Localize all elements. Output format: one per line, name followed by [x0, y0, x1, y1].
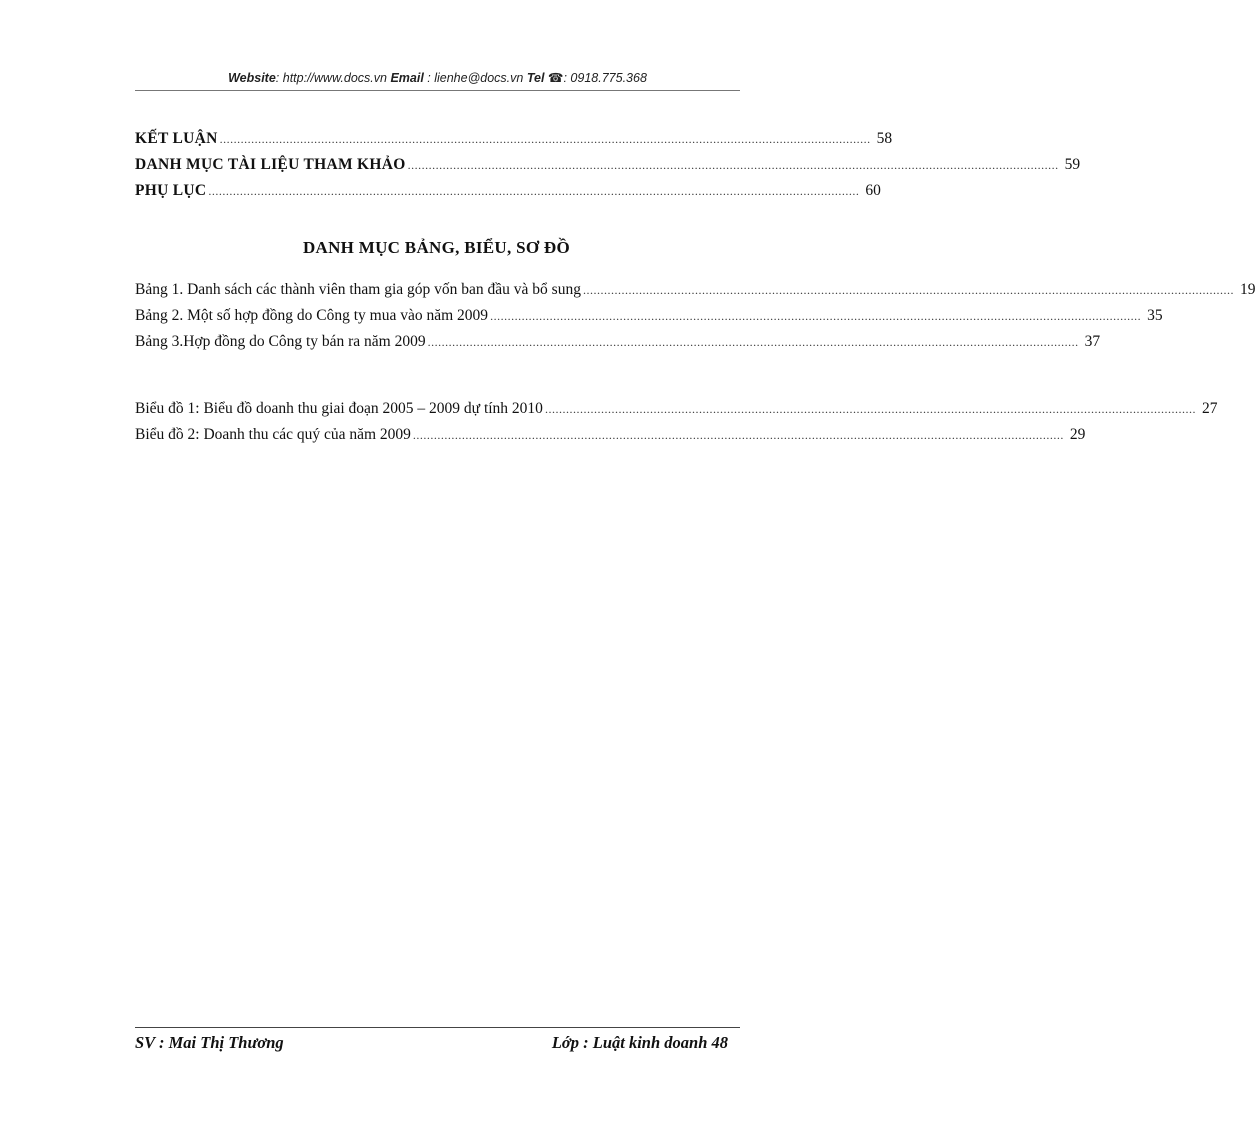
toc-item[interactable]	[135, 182, 881, 208]
dot-leader: ..........................................................................................................................................................................................	[219, 132, 871, 146]
page-footer	[135, 1027, 740, 1058]
footer-student: SV : Mai Thị Thương	[135, 1033, 284, 1052]
chart-entry[interactable]	[135, 426, 1086, 452]
table-entry[interactable]	[135, 333, 1101, 359]
table-entry-label: Bảng 3.Hợp đồng do Công ty bán ra năm 2009	[135, 333, 426, 350]
table-entry-page: 35	[1147, 307, 1163, 324]
table-entry-page: 19	[1239, 281, 1255, 298]
chart-entry[interactable]	[135, 400, 1218, 426]
dot-leader: ..........................................................................................................................................................................................	[544, 402, 1196, 416]
dot-leader: ..........................................................................................................................................................................................	[490, 309, 1142, 323]
chart-entry-label: Biểu đồ 1: Biểu đồ doanh thu giai đoạn 2005 – 2009 dự tính 2010	[135, 400, 543, 417]
charts-list	[135, 400, 1218, 452]
toc-item-label: PHỤ LỤC	[135, 182, 207, 199]
tel-label: Tel	[526, 71, 545, 85]
phone-icon: ☎	[544, 71, 564, 85]
toc-item[interactable]	[135, 130, 893, 156]
chart-entry-page: 29	[1069, 426, 1086, 443]
website-label: Website	[228, 71, 276, 85]
page-header	[135, 70, 740, 91]
chart-entry-label: Biểu đồ 2: Doanh thu các quý của năm 2009	[135, 426, 411, 443]
footer-class: Lớp : Luật kinh doanh 48	[551, 1033, 728, 1052]
table-entry[interactable]	[135, 281, 1255, 307]
chart-entry-page: 27	[1201, 400, 1218, 417]
table-entry-page: 37	[1084, 333, 1101, 350]
table-entry[interactable]	[135, 307, 1163, 333]
toc-section	[135, 130, 1081, 208]
toc-item-page: 58	[876, 130, 893, 147]
email-label: Email	[390, 71, 424, 85]
website-value: : http://www.docs.vn	[275, 71, 391, 85]
dot-leader: ..........................................................................................................................................................................................	[208, 184, 860, 198]
dot-leader: ..........................................................................................................................................................................................	[427, 335, 1079, 349]
tables-list	[135, 281, 1255, 359]
toc-item-page: 60	[865, 182, 881, 199]
toc-item[interactable]	[135, 156, 1081, 182]
toc-item-page: 59	[1064, 156, 1081, 173]
dot-leader: ..........................................................................................................................................................................................	[582, 283, 1234, 297]
email-value: : lienhe@docs.vn	[423, 71, 527, 85]
dot-leader: ..........................................................................................................................................................................................	[412, 428, 1064, 442]
list-title: DANH MỤC BẢNG, BIỂU, SƠ ĐỒ	[302, 238, 571, 257]
dot-leader: ..........................................................................................................................................................................................	[407, 158, 1059, 172]
table-entry-label: Bảng 1. Danh sách các thành viên tham gia góp vốn ban đầu và bổ sung	[135, 281, 581, 298]
table-entry-label: Bảng 2. Một số hợp đồng do Công ty mua vào năm 2009	[135, 307, 489, 324]
toc-item-label: KẾT LUẬN	[135, 130, 218, 147]
tel-value: : 0918.775.368	[563, 71, 647, 85]
toc-item-label: DANH MỤC TÀI LIỆU THAM KHẢO	[135, 156, 406, 173]
